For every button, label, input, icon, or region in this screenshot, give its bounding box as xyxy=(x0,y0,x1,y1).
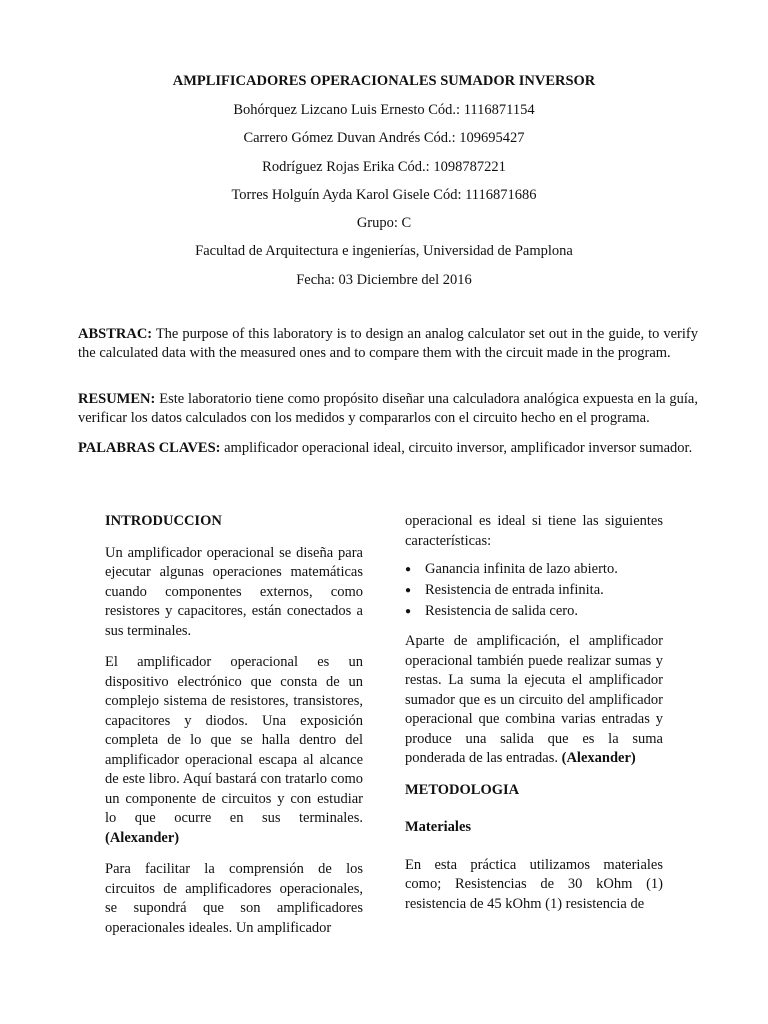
group-line: Grupo: C xyxy=(356,215,412,231)
ideal-opamp-paragraph: operacional es ideal si tiene las siguientes características: xyxy=(405,513,663,549)
intro-paragraph-3: Para facilitar la comprensión de los circuitos de amplificadores operacionales, se supondrá que son amplificadores operacionales ideales. Un amplificador xyxy=(105,861,363,936)
introduction-heading: INTRODUCCION xyxy=(105,513,222,529)
author-line-2: Carrero Gómez Duvan Andrés Cód.: 109695427 xyxy=(243,130,525,146)
bullet-icon: ● xyxy=(405,606,412,617)
citation: (Alexander) xyxy=(561,750,636,766)
keywords-text: amplificador operacional ideal, circuito inversor, amplificador inversor sumador. xyxy=(220,440,693,456)
bullet-icon: ● xyxy=(405,564,412,575)
abstract-text: The purpose of this laboratory is to design an analog calculator set out in the guide, to verify the calculated data with the measured ones and to compare them with the circuit made in the program. xyxy=(78,326,698,361)
author-line-1: Bohórquez Lizcano Luis Ernesto Cód.: 1116871154 xyxy=(233,102,535,118)
materials-subheading: Materiales xyxy=(405,819,472,835)
summing-amplifier-text: Aparte de amplificación, el amplificador operacional también puede realizar sumas y restas. La suma la ejecuta el amplificador sumador que es un circuito del amplificador operacional que combina varias entradas y produce una salida que es la suma ponderada de las entradas. xyxy=(405,633,663,766)
author-line-3: Rodríguez Rojas Erika Cód.: 1098787221 xyxy=(262,159,506,175)
resumen-paragraph xyxy=(78,390,698,427)
abstract-paragraph xyxy=(78,325,698,362)
resumen-text: Este laboratorio tiene como propósito diseñar una calculadora analógica expuesta en la guía, verificar los datos calculados con los medidos y compararlos con el circuito hecho en el programa. xyxy=(78,391,698,426)
characteristics-list xyxy=(405,559,663,622)
summing-amplifier-paragraph xyxy=(405,632,663,769)
resumen-label: RESUMEN: xyxy=(78,391,156,407)
list-item: ● Ganancia infinita de lazo abierto. xyxy=(425,559,663,580)
intro-paragraph-1: Un amplificador operacional se diseña para ejecutar algunas operaciones matemáticas cuando componentes externos, como resistores y capacitores, están conectados a sus terminales. xyxy=(105,544,363,639)
intro-paragraph-2-text: El amplificador operacional es un dispositivo electrónico que consta de un complejo sistema de resistores, transistores, capacitores y diodos. Una exposición completa de lo que se halla dentro del amplificador operacional escapa al alcance de este libro. Aquí bastará con tratarlo como un componente de circuitos y con estudiar lo que ocurre en sus terminales. xyxy=(105,654,363,826)
abstract-label: ABSTRAC: xyxy=(78,326,153,342)
list-item: ● Resistencia de salida cero. xyxy=(425,601,663,622)
keywords-paragraph xyxy=(78,439,698,458)
paper-title: AMPLIFICADORES OPERACIONALES SUMADOR INVERSOR xyxy=(172,73,596,89)
methodology-heading: METODOLOGIA xyxy=(405,781,520,798)
citation: (Alexander) xyxy=(105,829,180,846)
keywords-label: PALABRAS CLAVES: xyxy=(78,440,221,456)
right-column xyxy=(405,512,663,926)
list-item: ● Resistencia de entrada infinita. xyxy=(425,580,663,601)
author-line-4: Torres Holguín Ayda Karol Gisele Cód: 1116871686 xyxy=(231,187,537,203)
left-column xyxy=(105,512,363,950)
bullet-icon: ● xyxy=(405,585,412,596)
faculty-line: Facultad de Arquitectura e ingenierías, Universidad de Pamplona xyxy=(195,243,573,259)
intro-paragraph-2 xyxy=(105,653,363,848)
date-line: Fecha: 03 Diciembre del 2016 xyxy=(296,272,472,288)
materials-paragraph: En esta práctica utilizamos materiales como; Resistencias de 30 kOhm (1) resistencia de 45 kOhm (1) resistencia de xyxy=(405,856,663,912)
